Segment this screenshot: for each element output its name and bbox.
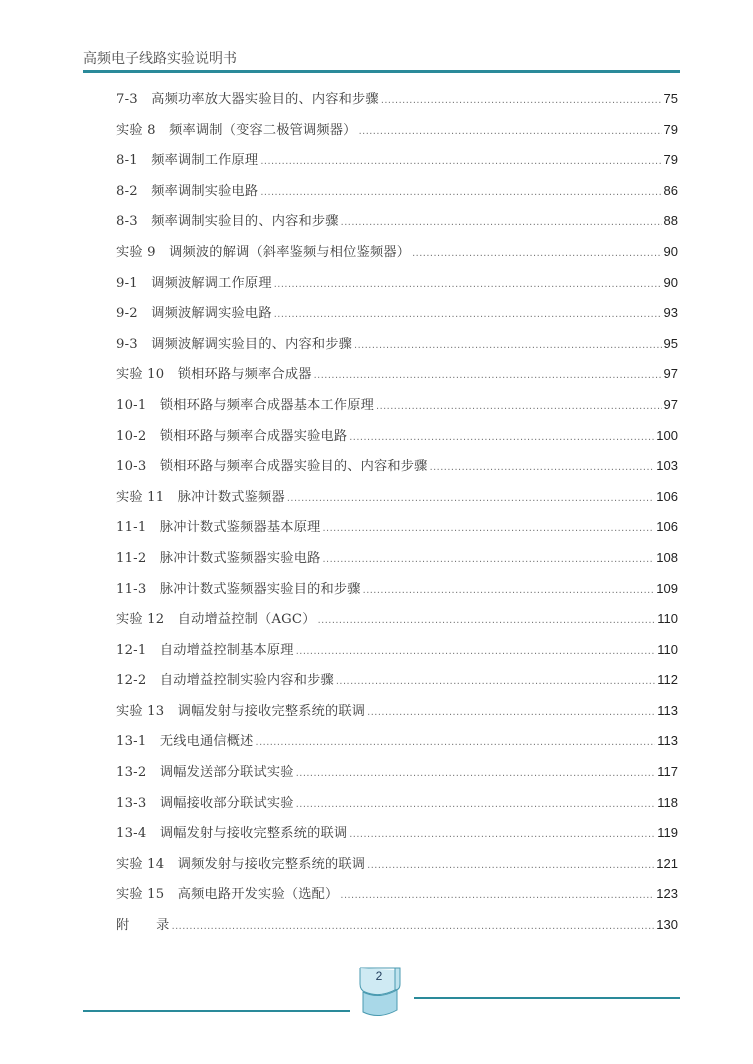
toc-entry[interactable] bbox=[116, 237, 678, 268]
toc-entry-title: 13-4 调幅发射与接收完整系统的联调 bbox=[116, 826, 348, 842]
page-number: 2 bbox=[375, 969, 383, 983]
toc-dot-leader bbox=[359, 116, 662, 147]
toc-dot-leader bbox=[381, 85, 662, 116]
table-of-contents bbox=[116, 84, 678, 941]
toc-entry[interactable] bbox=[116, 543, 678, 574]
toc-entry-page: 97 bbox=[663, 366, 678, 382]
toc-dot-leader bbox=[314, 360, 662, 391]
toc-entry[interactable] bbox=[116, 635, 678, 666]
toc-dot-leader bbox=[376, 391, 662, 422]
toc-entry[interactable] bbox=[116, 788, 678, 819]
toc-entry[interactable] bbox=[116, 268, 678, 299]
toc-entry-page: 113 bbox=[657, 702, 678, 718]
toc-dot-leader bbox=[367, 850, 654, 881]
toc-entry[interactable] bbox=[116, 879, 678, 910]
document-title: 高频电子线路实验说明书 bbox=[83, 51, 237, 67]
toc-entry-page: 90 bbox=[663, 243, 678, 259]
toc-entry-page: 95 bbox=[663, 335, 678, 351]
toc-entry-title: 9-2 调频波解调实验电路 bbox=[116, 306, 272, 322]
toc-entry-page: 117 bbox=[657, 764, 678, 780]
toc-entry[interactable] bbox=[116, 604, 678, 635]
toc-entry-page: 123 bbox=[656, 886, 678, 902]
toc-dot-leader bbox=[256, 727, 656, 758]
toc-entry-page: 130 bbox=[656, 917, 678, 933]
toc-entry-title: 实验 13 调幅发射与接收完整系统的联调 bbox=[116, 703, 366, 719]
toc-dot-leader bbox=[412, 238, 661, 269]
toc-entry-page: 103 bbox=[656, 458, 678, 474]
toc-entry-title: 13-2 调幅发送部分联试实验 bbox=[116, 765, 294, 781]
toc-dot-leader bbox=[341, 207, 662, 238]
toc-dot-leader bbox=[296, 789, 656, 820]
toc-entry-page: 75 bbox=[663, 91, 678, 106]
toc-entry-page: 106 bbox=[656, 488, 678, 504]
toc-dot-leader bbox=[287, 483, 654, 514]
toc-entry-page: 79 bbox=[663, 121, 678, 137]
toc-dot-leader bbox=[322, 544, 654, 575]
toc-entry-page: 112 bbox=[657, 672, 678, 688]
toc-entry-title: 7-3 高频功率放大器实验目的、内容和步骤 bbox=[116, 92, 379, 107]
toc-entry-title: 11-3 脉冲计数式鉴频器实验目的和步骤 bbox=[116, 581, 361, 597]
toc-entry-title: 附 录 bbox=[116, 918, 170, 934]
toc-entry[interactable] bbox=[116, 757, 678, 788]
toc-entry-title: 实验 12 自动增益控制（AGC） bbox=[116, 612, 316, 628]
toc-entry-page: 79 bbox=[663, 152, 678, 168]
toc-entry-page: 88 bbox=[663, 213, 678, 229]
toc-dot-leader bbox=[296, 636, 656, 667]
toc-entry-title: 8-3 频率调制实验目的、内容和步骤 bbox=[116, 214, 339, 230]
toc-entry-page: 106 bbox=[656, 519, 678, 535]
toc-entry-title: 10-3 锁相环路与频率合成器实验目的、内容和步骤 bbox=[116, 459, 428, 475]
toc-entry[interactable] bbox=[116, 512, 678, 543]
toc-entry[interactable] bbox=[116, 390, 678, 421]
toc-entry-page: 110 bbox=[657, 641, 678, 657]
toc-dot-leader bbox=[296, 758, 656, 789]
footer-rule-left bbox=[83, 1010, 350, 1012]
toc-entry-page: 118 bbox=[657, 794, 678, 810]
toc-entry-title: 实验 9 调频波的解调（斜率鉴频与相位鉴频器） bbox=[116, 244, 411, 260]
toc-entry-title: 11-1 脉冲计数式鉴频器基本原理 bbox=[116, 520, 321, 536]
toc-entry[interactable] bbox=[116, 696, 678, 727]
toc-dot-leader bbox=[260, 177, 661, 208]
toc-entry-page: 110 bbox=[657, 611, 678, 627]
toc-entry-page: 119 bbox=[657, 825, 678, 841]
toc-entry-page: 121 bbox=[656, 855, 678, 871]
toc-entry[interactable] bbox=[116, 574, 678, 605]
page-number-badge bbox=[357, 964, 406, 1020]
toc-entry-title: 10-2 锁相环路与频率合成器实验电路 bbox=[116, 428, 348, 444]
toc-dot-leader bbox=[349, 819, 655, 850]
toc-dot-leader bbox=[318, 605, 656, 636]
toc-entry-page: 113 bbox=[657, 733, 678, 749]
header-rule bbox=[83, 70, 680, 73]
toc-entry-title: 8-1 频率调制工作原理 bbox=[116, 153, 259, 169]
toc-entry-page: 108 bbox=[656, 549, 678, 565]
toc-entry-page: 90 bbox=[663, 274, 678, 290]
toc-dot-leader bbox=[260, 146, 661, 177]
toc-entry-title: 实验 14 调频发射与接收完整系统的联调 bbox=[116, 856, 366, 872]
toc-entry[interactable] bbox=[116, 818, 678, 849]
toc-entry-title: 9-3 调频波解调实验目的、内容和步骤 bbox=[116, 336, 353, 352]
toc-entry-page: 109 bbox=[656, 580, 678, 596]
toc-entry[interactable] bbox=[116, 84, 678, 115]
toc-dot-leader bbox=[336, 666, 655, 697]
toc-entry[interactable] bbox=[116, 421, 678, 452]
toc-dot-leader bbox=[274, 299, 662, 330]
toc-dot-leader bbox=[172, 911, 655, 942]
footer-rule-right bbox=[414, 997, 680, 999]
toc-dot-leader bbox=[349, 422, 654, 453]
toc-entry[interactable] bbox=[116, 298, 678, 329]
page-header bbox=[83, 46, 680, 72]
toc-entry[interactable] bbox=[116, 206, 678, 237]
toc-dot-leader bbox=[274, 269, 662, 300]
toc-entry[interactable] bbox=[116, 849, 678, 880]
toc-entry-title: 实验 11 脉冲计数式鉴频器 bbox=[116, 489, 285, 505]
toc-entry-title: 12-2 自动增益控制实验内容和步骤 bbox=[116, 673, 334, 689]
toc-entry-title: 11-2 脉冲计数式鉴频器实验电路 bbox=[116, 550, 321, 566]
toc-entry[interactable] bbox=[116, 910, 678, 941]
toc-entry-page: 86 bbox=[663, 182, 678, 198]
toc-entry[interactable] bbox=[116, 482, 678, 513]
toc-entry[interactable] bbox=[116, 145, 678, 176]
toc-entry-title: 12-1 自动增益控制基本原理 bbox=[116, 642, 294, 658]
toc-dot-leader bbox=[367, 697, 655, 728]
toc-dot-leader bbox=[430, 452, 655, 483]
toc-entry[interactable] bbox=[116, 115, 678, 146]
toc-dot-leader bbox=[340, 880, 654, 911]
toc-entry-title: 13-1 无线电通信概述 bbox=[116, 734, 254, 750]
toc-entry-page: 97 bbox=[663, 396, 678, 412]
toc-entry[interactable] bbox=[116, 329, 678, 360]
toc-entry[interactable] bbox=[116, 176, 678, 207]
toc-entry[interactable] bbox=[116, 451, 678, 482]
toc-entry-title: 实验 10 锁相环路与频率合成器 bbox=[116, 367, 312, 383]
toc-entry[interactable] bbox=[116, 359, 678, 390]
toc-entry-title: 13-3 调幅接收部分联试实验 bbox=[116, 795, 294, 811]
toc-entry[interactable] bbox=[116, 665, 678, 696]
toc-dot-leader bbox=[354, 330, 661, 361]
toc-entry-title: 10-1 锁相环路与频率合成器基本工作原理 bbox=[116, 397, 375, 413]
toc-entry-title: 实验 8 频率调制（变容二极管调频器） bbox=[116, 122, 357, 138]
toc-entry-title: 8-2 频率调制实验电路 bbox=[116, 183, 259, 199]
toc-entry-title: 9-1 调频波解调工作原理 bbox=[116, 275, 272, 291]
toc-entry-title: 实验 15 高频电路开发实验（选配） bbox=[116, 887, 339, 903]
toc-entry-page: 100 bbox=[656, 427, 678, 443]
toc-dot-leader bbox=[322, 513, 654, 544]
toc-entry[interactable] bbox=[116, 726, 678, 757]
toc-dot-leader bbox=[363, 575, 655, 606]
toc-entry-page: 93 bbox=[663, 305, 678, 321]
